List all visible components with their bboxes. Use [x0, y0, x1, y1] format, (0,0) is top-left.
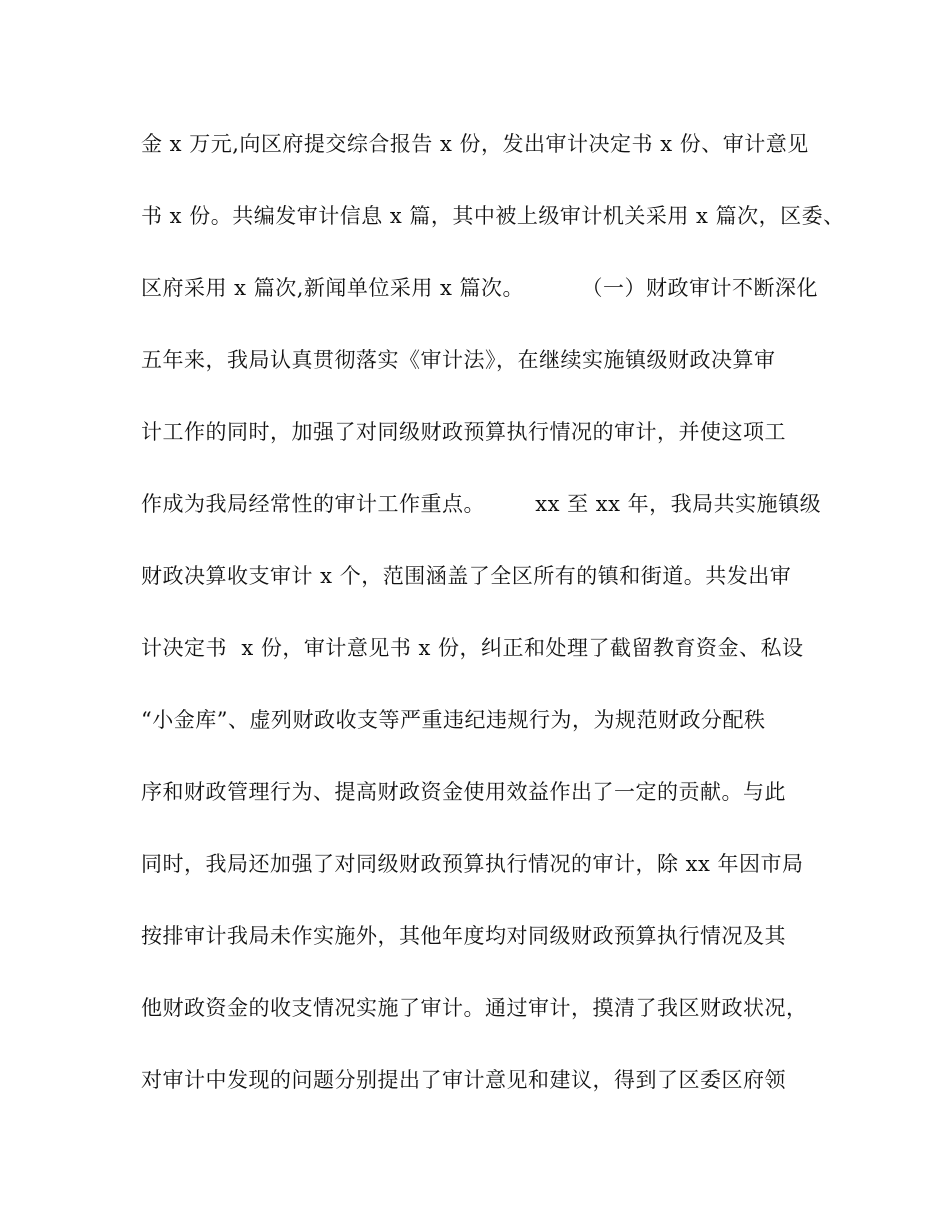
- text-line: 计工作的同时，加强了对同级财政预算执行情况的审计，并使这项工: [141, 420, 786, 444]
- text-line: 书 x 份。共编发审计信息 x 篇，其中被上级审计机关采用 x 篇次，区委、: [141, 204, 845, 228]
- text-line: 金 x 万元,向区府提交综合报告 x 份，发出审计决定书 x 份、审计意见: [141, 132, 809, 156]
- text-line: 序和财政管理行为、提高财政资金使用效益作出了一定的贡献。与此: [141, 780, 786, 804]
- text-line: 对审计中发现的问题分别提出了审计意见和建议，得到了区委区府领: [141, 1068, 786, 1092]
- text-line: 区府采用 x 篇次,新闻单位采用 x 篇次。 （一）财政审计不断深化: [141, 276, 818, 300]
- text-line: 计决定书 x 份，审计意见书 x 份，纠正和处理了截留教育资金、私设: [141, 636, 804, 660]
- text-line: “小金库”、虚列财政收支等严重违纪违规行为，为规范财政分配秩: [141, 708, 766, 732]
- text-line: 五年来，我局认真贯彻落实《审计法》，在继续实施镇级财政决算审: [141, 348, 776, 372]
- text-line: 财政决算收支审计 x 个，范围涵盖了全区所有的镇和街道。共发出审: [141, 564, 792, 588]
- text-line: 作成为我局经常性的审计工作重点。 xx 至 xx 年，我局共实施镇级: [141, 492, 822, 516]
- body-text: [141, 124, 845, 1132]
- text-line: 按排审计我局未作实施外，其他年度均对同级财政预算执行情况及其: [141, 924, 786, 948]
- text-line: 他财政资金的收支情况实施了审计。通过审计，摸清了我区财政状况，: [141, 996, 808, 1020]
- text-line: 同时，我局还加强了对同级财政预算执行情况的审计，除 xx 年因市局: [141, 852, 804, 876]
